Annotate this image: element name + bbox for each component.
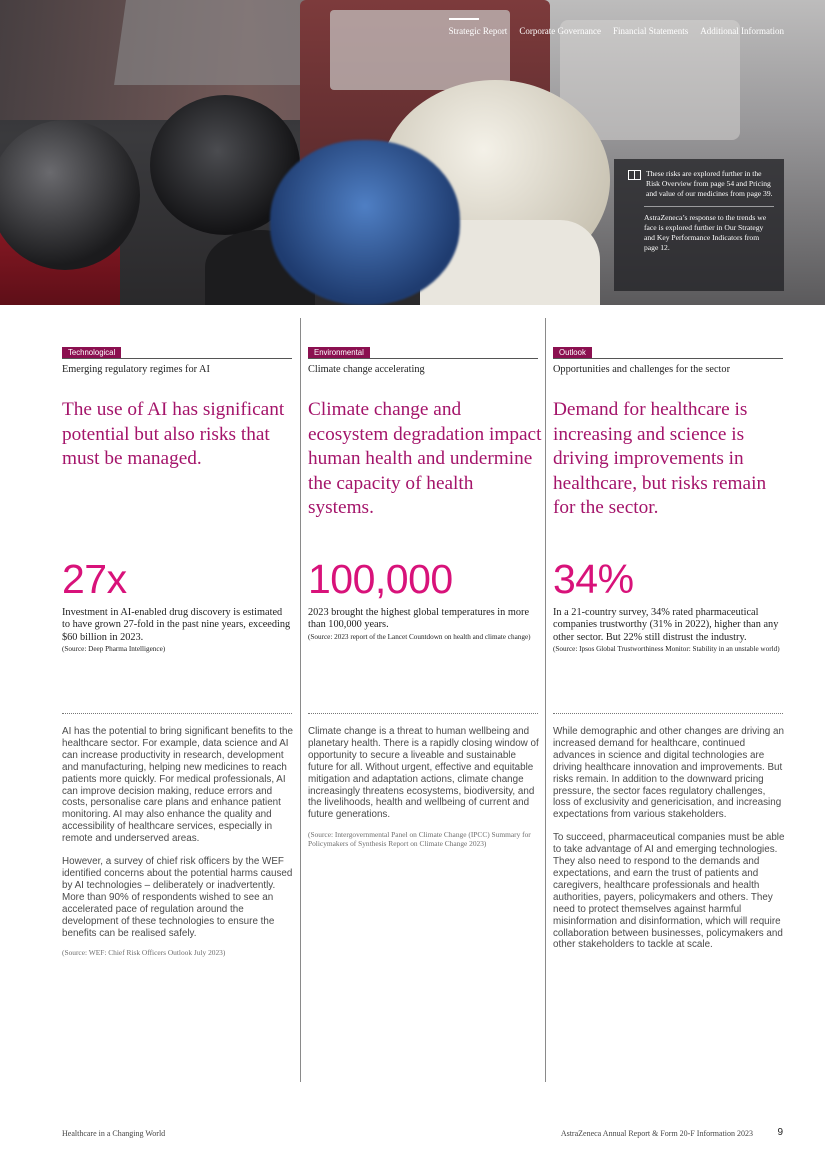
trend-subtitle: Climate change accelerating	[308, 364, 425, 375]
body-source: (Source: Intergovernmental Panel on Climate Change (IPCC) Summary for Policymakers of Synthesis Report on Climate Change 2023)	[308, 830, 531, 849]
body-paragraph: However, a survey of chief risk officers by the WEF identified concerns about the potential harms caused by AI technologies – deliberately or inadvertently. More than 90% of respondents wished to see an accelerated pace of regulation around the development of these technologies to ensure the benefits can be realised safely.	[62, 856, 293, 939]
key-statistic: 34%	[553, 556, 634, 602]
key-statistic: 100,000	[308, 556, 453, 602]
callout-text-2: AstraZeneca’s response to the trends we face is explored further in Our Strategy and Key Performance Indicators from page 12.	[644, 212, 767, 253]
trend-headline: The use of AI has significant potential but also risks that must be managed.	[62, 399, 285, 469]
key-statistic: 27x	[62, 556, 127, 602]
footer-report-title: AstraZeneca Annual Report & Form 20-F Information 2023	[560, 1129, 753, 1138]
trend-headline: Climate change and ecosystem degradation impact human health and undermine the capacity of health systems.	[308, 399, 542, 518]
body-paragraph: AI has the potential to bring significant benefits to the healthcare sector. For example, data science and AI can increase productivity in research, development and manufacturing, helping new medicines to reach patients more quickly. For medical professionals, AI can improve decision making, reduce errors and costs, personalise care plans and enhance patient monitoring. AI may also enhance the quality and accessibility of healthcare services, especially in remote and underserved areas.	[62, 726, 293, 845]
statistic-description	[62, 607, 292, 654]
trend-subtitle: Opportunities and challenges for the sector	[553, 364, 730, 375]
tag-rule	[62, 358, 292, 359]
page-number: 9	[777, 1127, 783, 1138]
body-text	[308, 726, 540, 860]
statistic-description	[553, 607, 783, 654]
nav-financial-statements[interactable]: Financial Statements	[613, 26, 689, 36]
tag-rule	[308, 358, 538, 359]
statistic-text: 2023 brought the highest global temperatures in more than 100,000 years.	[308, 607, 530, 631]
category-tag: Environmental	[308, 347, 370, 359]
photo-van-window	[330, 10, 510, 90]
nav-additional-information[interactable]: Additional Information	[700, 26, 784, 36]
statistic-source: (Source: Ipsos Global Trustworthiness Monitor: Stability in an unstable world)	[553, 644, 780, 653]
trend-subtitle: Emerging regulatory regimes for AI	[62, 364, 210, 375]
dotted-divider	[553, 713, 783, 714]
trend-headline: Demand for healthcare is increasing and science is driving improvements in healthcare, but risks remain for the sector.	[553, 399, 767, 518]
hero-photo	[0, 0, 825, 305]
body-text	[553, 726, 785, 962]
cross-reference-box	[614, 159, 784, 291]
nav-corporate-governance[interactable]: Corporate Governance	[519, 26, 602, 36]
nav-strategic-report[interactable]: Strategic Report	[448, 26, 508, 36]
column-divider	[545, 318, 546, 1082]
statistic-source: (Source: Deep Pharma Intelligence)	[62, 644, 166, 653]
statistic-source: (Source: 2023 report of the Lancet Countdown on health and climate change)	[308, 632, 531, 641]
statistic-text: In a 21-country survey, 34% rated pharmaceutical companies trustworthy (31% in 2022), higher than any other sector. But 22% still distrust the industry.	[553, 607, 779, 643]
body-paragraph: To succeed, pharmaceutical companies must be able to take advantage of AI and emerging technologies. They also need to respond to the demands and expectations, and earn the trust of patients and caregivers, healthcare professionals and health authorities, payers, policymakers and others. They need to protect themselves against harmful misinformation and disinformation, which will require collaboration between businesses, policymakers and other stakeholders to tackle at scale.	[553, 832, 785, 951]
section-nav	[449, 26, 784, 36]
dotted-divider	[308, 713, 538, 714]
photo-helmet-blue	[270, 140, 460, 305]
body-text	[62, 726, 294, 969]
callout-divider	[644, 206, 774, 207]
statistic-description	[308, 607, 538, 642]
category-tag: Technological	[62, 347, 121, 359]
body-paragraph: Climate change is a threat to human wellbeing and planetary health. There is a rapidly closing window of opportunity to secure a liveable and sustainable future for all. Without urgent, effective and equitable mitigation and adaptation actions, climate change increasingly threatens ecosystems, biodiversity, and the livelihoods, health and wellbeing of current and future generations.	[308, 726, 539, 821]
footer-section-title: Healthcare in a Changing World	[62, 1129, 166, 1138]
body-source: (Source: WEF: Chief Risk Officers Outlook July 2023)	[62, 948, 226, 958]
column-divider	[300, 318, 301, 1082]
tag-rule	[553, 358, 783, 359]
book-icon	[628, 170, 641, 180]
callout-text-1: These risks are explored further in the Risk Overview from page 54 and Pricing and value of our medicines from page 39.	[646, 169, 773, 199]
category-tag: Outlook	[553, 347, 592, 359]
body-paragraph: While demographic and other changes are driving an increased demand for healthcare, continued advances in science and digital technologies are driving healthcare innovation and improvements. But risks remain. In addition to the downward pricing pressure, the sector faces regulatory challenges, loss of exclusivity and genericisation, and increasing expectations from various stakeholders.	[553, 726, 784, 821]
dotted-divider	[62, 713, 292, 714]
statistic-text: Investment in AI-enabled drug discovery is estimated to have grown 27-fold in the past nine years, exceeding $60 billion in 2023.	[62, 607, 291, 643]
